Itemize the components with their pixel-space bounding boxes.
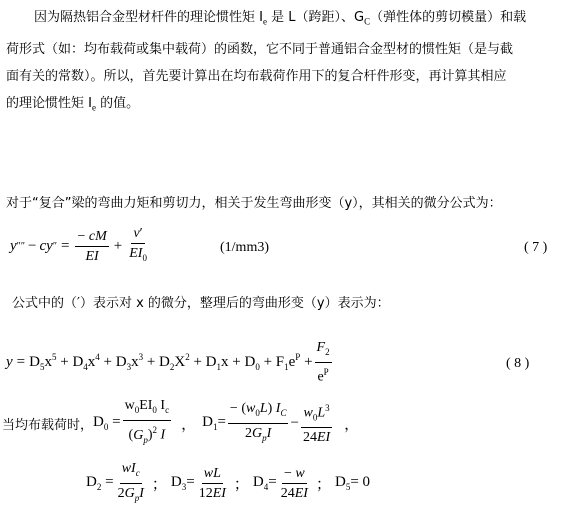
- fraction-cM-EI: $\frac{- cM}{EI}$: [77, 228, 107, 264]
- equation-8-number: ( 8 ): [506, 356, 530, 371]
- fraction-D2: $\frac{wI_c}{2G_pI}$: [117, 460, 144, 503]
- fraction-D0: $\frac{w_0EI_0 I_c}{(G_p)^2 I}$: [124, 398, 170, 445]
- intro-line-1: 因为隔热铝合金型材杆件的理论惯性矩 $I_e$ 是 L（跨距）、$G_C$（弹性体的剪切模量）和载: [34, 10, 527, 27]
- fraction-D1-a: $\frac{- (w_0L) I_C}{2G_pI}$: [229, 400, 287, 443]
- fraction-D1-b: $\frac{w_0L^3}{24EI}$: [301, 400, 332, 446]
- fraction-F2-eP: $\frac{F_2}{e^P}$: [316, 339, 330, 385]
- intro-line-4: 的理论惯性矩 $I_e$ 的值。: [6, 95, 140, 113]
- uniform-load-label: 当均布载荷时，: [2, 417, 94, 433]
- equation-7-unit: (1/mm3): [220, 240, 269, 255]
- equation-7-number: ( 7 ): [524, 240, 548, 255]
- fraction-v-EI0: $\frac{v'}{EI_0}$: [129, 226, 147, 263]
- differential-intro-text: 对于“复合”梁的弯曲力矩和剪切力，相关于发生弯曲形变（y），其相关的微分公式为：: [6, 196, 502, 211]
- fraction-D4: $\frac{- w}{24EI}$: [280, 465, 308, 501]
- fraction-D3: $\frac{wL}{12EI}$: [198, 465, 226, 501]
- equation-7: y ″″ − cy ″ = $\frac{- cM}{EI}$ + $\frac{v'}{EI_0}$: [10, 224, 151, 268]
- intro-paragraph: [6, 4, 572, 121]
- intro-line-3: 面有关的常数）。所以，首先要计算出在均布载荷作用下的复合杆件形变，再计算其相应: [6, 68, 507, 84]
- uniform-load-row-2: $D_2$ = $\frac{wI_c}{2G_pI}$ ； $D_3=$ $\frac{wL}{12EI}$ ； $D_4=$ $\frac{- w}{24EI}$ ； $D_5= 0$: [86, 460, 370, 506]
- equation-8: y = $D_5x^5 + D_4x^4 + D_3x^3 + D_2X^2 + D_1x + D_0 + F_1e^P$ + $\frac{F_2}{e^P}$: [6, 339, 330, 385]
- deflection-intro-text: 公式中的（′）表示对 x 的微分，整理后的弯曲形变（y）表示为：: [12, 296, 390, 311]
- intro-line-2: 荷形式（如：均布载荷或集中载荷）的函数，它不同于普通铝合金型材的惯性矩（是与截: [6, 41, 514, 57]
- uniform-load-row-1: 当均布载荷时， $D_0$ = $\frac{w_0EI_0 I_c}{(G_p)^2 I}$ ， $D_1=$ $\frac{- (w_0L) I_C}{2G_pI}$ − $\frac{w_0L^3}{24EI}$ ，: [2, 398, 359, 448]
